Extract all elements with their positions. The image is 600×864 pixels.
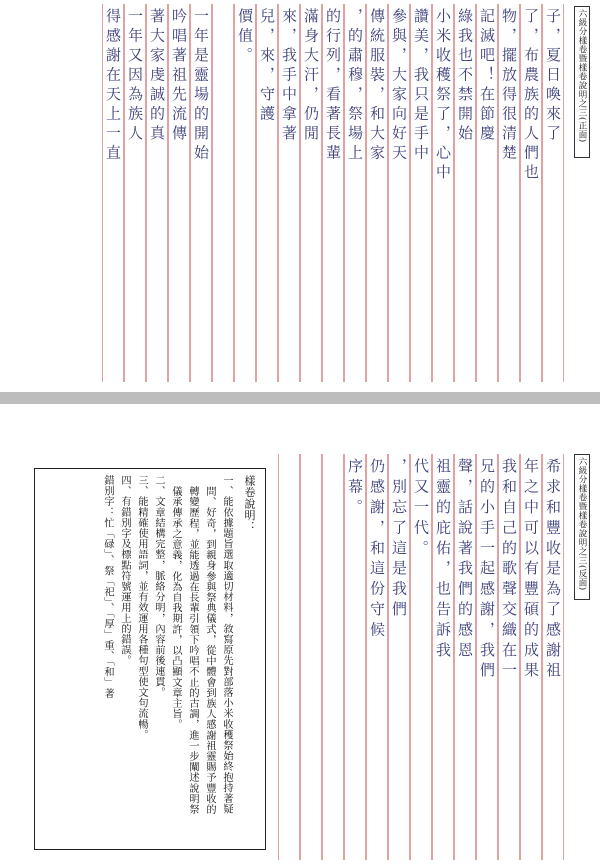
handwritten-line: 希求和豐收是為了感謝祖: [544, 458, 562, 683]
handwritten-line: 兒，來，守護: [258, 8, 276, 125]
handwritten-line: 年之中可以有豐碩的成果: [522, 458, 540, 683]
grid-column: [410, 4, 432, 382]
grid-column: [388, 454, 410, 860]
grid-column: [542, 454, 564, 860]
grid-column: [102, 4, 124, 382]
handwritten-line: 讚美，我只是手中: [412, 8, 430, 164]
grid-column: [322, 454, 344, 860]
answer-sheet-back: [0, 420, 600, 864]
handwritten-line: 的行列，看著長輩: [324, 8, 342, 164]
grid-column: [520, 454, 542, 860]
grid-column: [322, 4, 344, 382]
handwritten-line: 價值。: [236, 8, 254, 67]
handwritten-line: 記滅吧！在節慶: [478, 8, 496, 145]
handwritten-line: 我和自己的歌聲交織在一: [500, 458, 518, 683]
manuscript-grid: [6, 4, 564, 382]
sheet-header-text: 六級分樣卷暨樣卷說明之三(正面): [577, 9, 587, 143]
grid-column: [256, 4, 278, 382]
grid-column: [146, 4, 168, 382]
handwritten-line: 傳統服裝，和大家: [368, 8, 386, 164]
handwritten-line: 了，布農族的人們也: [522, 8, 540, 184]
handwritten-line: ，的肅穆，祭場上: [346, 8, 364, 164]
grid-column: [124, 4, 146, 382]
grid-column: [278, 454, 300, 860]
rubric-line: 四、有錯別字及標點符號運用上的錯誤。: [119, 475, 130, 666]
rubric-line: 二、文章結構完整，脈絡分明，內容前後連貫。: [153, 475, 164, 698]
grid-column: [300, 454, 322, 860]
handwritten-line: 參與，大家向好天: [390, 8, 408, 164]
handwritten-line: 綠我也不禁開始: [456, 8, 474, 145]
rubric-box: [34, 468, 266, 850]
grid-column: [212, 4, 234, 382]
handwritten-line: 得感謝在天上一直: [104, 8, 122, 164]
handwritten-line: 來，我手中拿著: [280, 8, 298, 145]
handwritten-line: 吟唱著祖先流傳: [170, 8, 188, 145]
grid-column: [388, 4, 410, 382]
grid-column: [498, 4, 520, 382]
handwritten-line: 一年是靈場的開始: [192, 8, 210, 164]
rubric-line: 問、好奇，到親身參與祭典儀式，從中體會到族人感謝祖靈賜予豐收的: [204, 486, 215, 815]
grid-column: [476, 454, 498, 860]
grid-column: [498, 454, 520, 860]
sheet-header-text: 六級分樣卷暨樣卷說明之三(反面): [577, 457, 587, 591]
separator-bar: [0, 392, 600, 404]
rubric-line: 轉變歷程，並能透過在長輩引領下吟唱不止的古調，進一步闡述說明祭: [187, 486, 198, 815]
handwritten-line: 祖靈的庇佑，也告訴我: [434, 458, 452, 662]
sheet-header-label: [574, 454, 590, 600]
rubric-line: 三、能精確使用語詞，並有效運用各種句型使文句流暢。: [136, 475, 147, 740]
grid-column: [344, 454, 366, 860]
handwritten-line: 著大家虔誠的真: [148, 8, 166, 145]
answer-sheet-front: [0, 0, 600, 386]
handwritten-line: 兄的小手一起感謝，我們: [478, 458, 496, 683]
handwritten-line: 仍感謝，和這份守候: [368, 458, 386, 642]
grid-column: [454, 4, 476, 382]
handwritten-line: 代又一代。: [412, 458, 430, 560]
manuscript-grid: [276, 454, 564, 860]
grid-column: [432, 4, 454, 382]
handwritten-line: 一年又因為族人: [126, 8, 144, 145]
rubric-line: 一、能依據題旨選取適切材料，敘寫原先對部落小米收穫祭始終抱持著疑: [221, 475, 232, 815]
handwritten-line: 子，夏日喚來了: [544, 8, 562, 145]
handwritten-line: 滿身大汗，仍閒: [302, 8, 320, 145]
handwritten-line: ，別忘了這是我們: [390, 458, 408, 622]
grid-column: [366, 4, 388, 382]
grid-column: [278, 4, 300, 382]
grid-column: [190, 4, 212, 382]
grid-column: [168, 4, 190, 382]
grid-column: [366, 454, 388, 860]
grid-column: [234, 4, 256, 382]
handwritten-line: 聲，話說著我們的感恩: [456, 458, 474, 662]
sheet-header-label: [574, 6, 590, 158]
grid-column: [476, 4, 498, 382]
rubric-title: 樣卷說明：: [243, 475, 256, 532]
grid-column: [344, 4, 366, 382]
rubric-line: 錯別字：忙「碌」、祭「祀」、「厚」重、「和」著: [102, 475, 113, 699]
grid-column: [300, 4, 322, 382]
grid-column: [410, 454, 432, 860]
grid-column: [454, 454, 476, 860]
grid-column: [520, 4, 542, 382]
handwritten-line: 小米收穫祭了，心中: [434, 8, 452, 184]
rubric-line: 儀承傳承之意義，化為自我期許，以凸顯文章主旨。: [170, 486, 181, 730]
grid-column: [432, 454, 454, 860]
page-separator: [0, 386, 600, 420]
grid-column: [542, 4, 564, 382]
handwritten-line: 序幕。: [346, 458, 364, 520]
handwritten-line: 物，擺放得很清楚: [500, 8, 518, 164]
